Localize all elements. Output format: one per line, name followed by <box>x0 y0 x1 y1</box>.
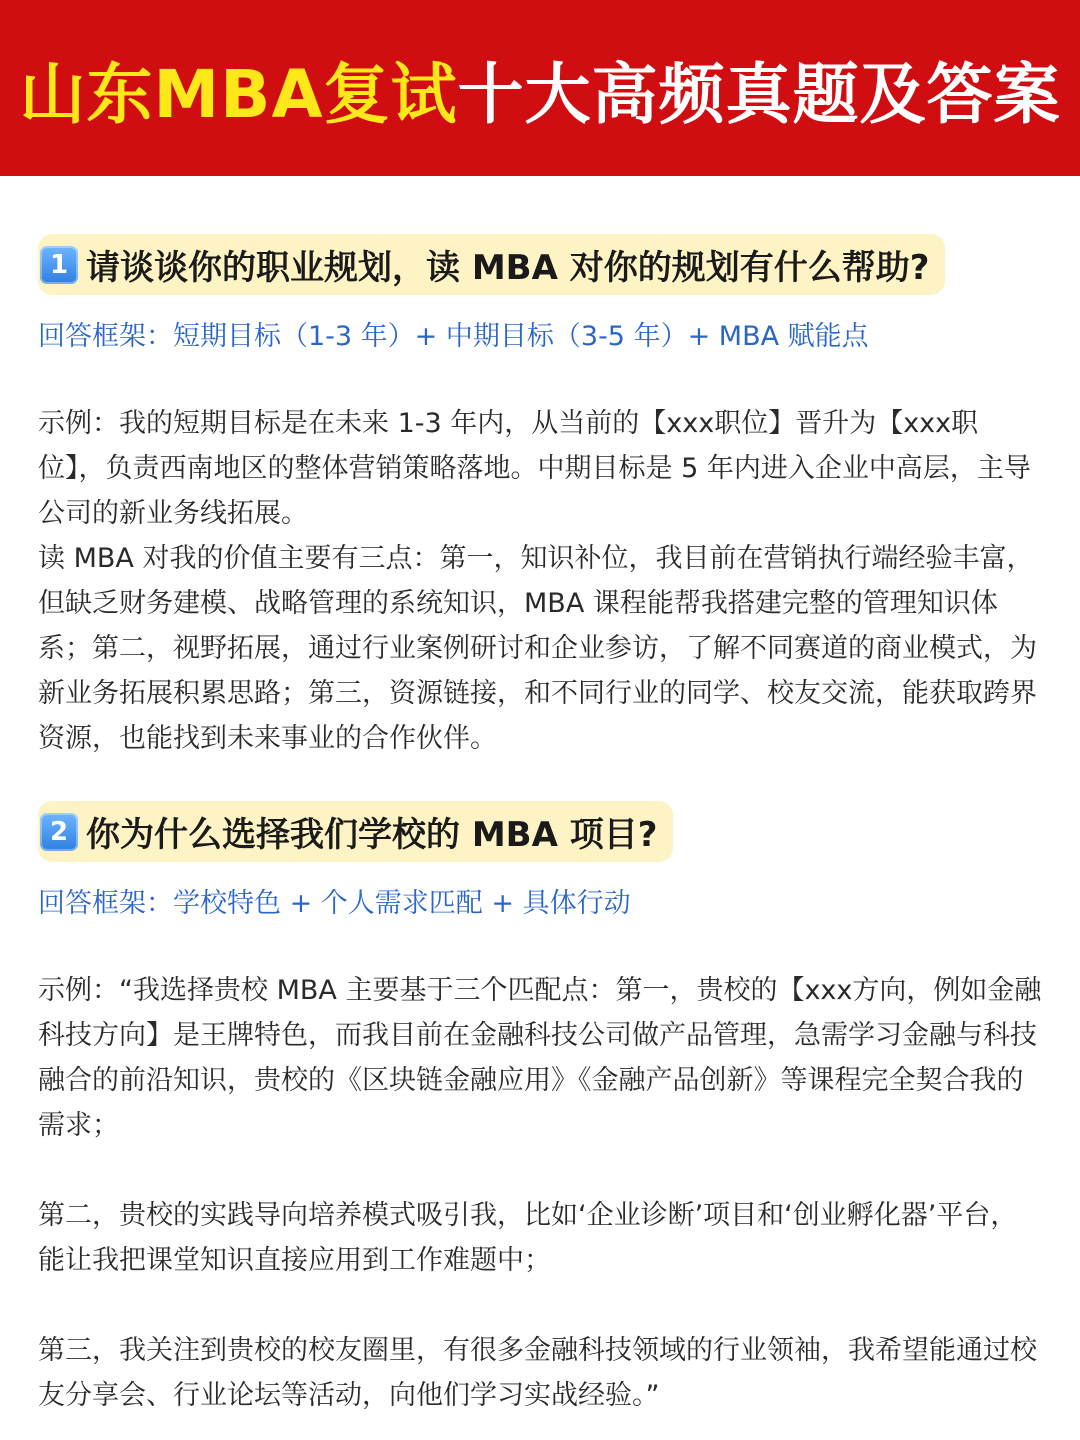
article-body <box>0 234 1080 1418</box>
question-2-example-paragraph: 示例：“我选择贵校 MBA 主要基于三个匹配点：第一，贵校的【xxx方向，例如金融科技方向】是王牌特色，而我目前在金融科技公司做产品管理，急需学习金融与科技融合的前沿知识，贵校的《区块链金融应用》《金融产品创新》等课程完全契合我的需求； <box>38 975 1042 1141</box>
question-2-text: 你为什么选择我们学校的 MBA 项目? <box>86 815 658 855</box>
keycap-1-icon: 1 <box>40 246 78 284</box>
question-2-second-point-paragraph: 第二，贵校的实践导向培养模式吸引我，比如‘企业诊断’项目和‘创业孵化器’平台，能让我把课堂知识直接应用到工作难题中； <box>38 1200 1018 1276</box>
question-1-example-paragraph: 示例：我的短期目标是在未来 1-3 年内，从当前的【xxx职位】晋升为【xxx职位】，负责西南地区的整体营销策略落地。中期目标是 5 年内进入企业中高层，主导公司的新业务线拓展。 <box>38 408 1031 529</box>
question-2-framework: 回答框架：学校特色 + 个人需求匹配 + 具体行动 <box>38 888 631 919</box>
question-1-framework: 回答框架：短期目标（1-3 年）+ 中期目标（3-5 年）+ MBA 赋能点 <box>38 321 869 352</box>
question-1-header <box>38 234 1042 295</box>
title-highlight: 山东MBA复试 <box>19 55 458 133</box>
question-1-value-paragraph: 读 MBA 对我的价值主要有三点：第一，知识补位，我目前在营销执行端经验丰富，但缺乏财务建模、战略管理的系统知识，MBA 课程能帮我搭建完整的管理知识体系；第二，视野拓展，通过行业案例研讨和企业参访，了解不同赛道的商业模式，为新业务拓展积累思路；第三，资源链接，和不同行业的同学、校友交流，能获取跨界资源，也能找到未来事业的合作伙伴。 <box>38 543 1037 754</box>
question-2-third-point-paragraph: 第三，我关注到贵校的校友圈里，有很多金融科技领域的行业领袖，我希望能通过校友分享会、行业论坛等活动，向他们学习实战经验。” <box>38 1335 1037 1411</box>
question-1-title-box <box>38 234 945 295</box>
question-1-text: 请谈谈你的职业规划，读 MBA 对你的规划有什么帮助? <box>86 248 930 288</box>
keycap-2-icon: 2 <box>40 813 78 851</box>
question-2-title-box <box>38 801 673 862</box>
title-banner <box>0 0 1080 176</box>
title-rest: 十大高频真题及答案 <box>457 55 1061 133</box>
question-2-header <box>38 801 1042 862</box>
